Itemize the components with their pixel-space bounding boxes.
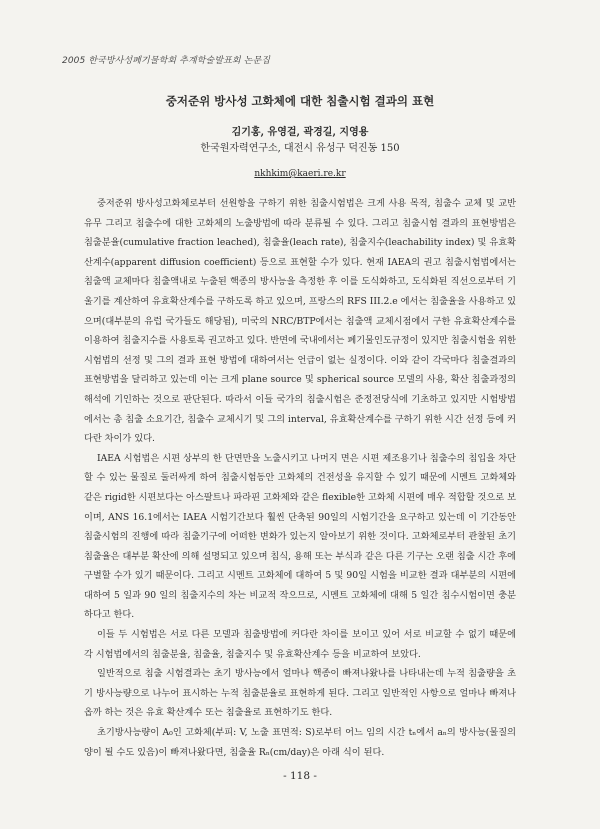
- body-paragraph: 일반적으로 침출 시험결과는 초기 방사능에서 얼마나 핵종이 빠져나왔나를 나타내는데 누적 침출량을 초기 방사능량으로 나누어 표시하는 누적 침출분율로 표현하게 된다. 그리고 일반적인 사항으로 얼마나 빠져나옵까 하는 것은 유효 확산계수 또는 침출율로 표현하기도 한다.: [84, 668, 516, 719]
- page-number: - 118 -: [283, 770, 317, 782]
- paper-title: 중저준위 방사성 고화체에 대한 침출시험 결과의 표현: [165, 94, 435, 108]
- body-paragraph: 초기방사능량이 A₀인 고화체(부피: V, 노출 표면적: S)로부터 어느 임의 시간 tₙ에서 aₙ의 방사능(물질의 양이 될 수도 있음)이 빠져나왔다면, 침출율 Rₙ(cm/day)은 아래 식이 된다.: [84, 727, 516, 758]
- running-header: 2005 한국방사성폐기물학회 추계학술발표회 논문집: [62, 56, 271, 66]
- body-text: [84, 194, 516, 762]
- affiliation: 한국원자력연구소, 대전시 유성구 덕진동 150: [200, 143, 400, 154]
- body-paragraph: 중저준위 방사성고화체로부터 선원항을 구하기 위한 침출시험법은 크게 사용 목적, 침출수 교체 및 교반 유무 그리고 침출수에 대한 고화체의 노출방법에 따라 분류될 수 있다. 그리고 침출시험 결과의 표현방법은 침출분율(cumulative fraction leached), 침출율(leach rate), 침출지수(leachability index) 및 유효확산계수(apparent diffusion coefficient) 등으로 표현할 수가 있다. 현재 IAEA의 권고 침출시험법에서는 침출액 교체마다 침출액내로 누출된 핵종의 방사능을 측정한 후 이를 도식화하고, 도식화된 직선으로부터 기울기를 계산하여 유효확산계수를 구하도록 하고 있으며, 프랑스의 RFS III.2.e 에서는 침출율을 사용하고 있으며(대부분의 유럽 국가들도 해당됨), 미국의 NRC/BTP에서는 침출액 교체시점에서 구한 유효확산계수를 이용하여 침출지수를 사용토록 권고하고 있다. 반면에 국내에서는 폐기물인도규정이 있지만 침출시험을 위한 시험법의 선정 및 그의 결과 표현 방법에 대하여서는 언급이 없는 실정이다. 이와 같이 각국마다 침출결과의 표현방법을 달리하고 있는데 이는 크게 plane source 및 spherical source 모델의 사용, 확산 침출과정의 해석에 기인하는 것으로 판단된다. 따라서 이들 국가의 침출시험은 준정전당식에 기초하고 있지만 시험방법에서는 총 침출 소요기간, 침출수 교체시기 및 그의 interval, 유효확산계수를 구하기 위한 시간 선정 등에 커다란 차이가 있다.: [84, 198, 516, 445]
- body-paragraph: IAEA 시험법은 시편 상부의 한 단면만을 노출시키고 나머지 면은 시편 제조용기나 침출수의 침입을 차단할 수 있는 물질로 둘러싸게 하여 침출시험동안 고화체의 건전성을 유지할 수 있기 때문에 시멘트 고화체와 같은 rigid한 시편보다는 아스팔트나 파라핀 고화체와 같은 flexible한 고화체 시편에 매우 적합할 것으로 보이며, ANS 16.1에서는 IAEA 시험기간보다 훨씬 단축된 90일의 시험기간을 요구하고 있는데 이 기간동안 침출시험의 진행에 따라 침출기구에 어떠한 변화가 있는지 알아보기 위한 것이다. 고화체로부터 관찰된 초기 침출율은 대부분 확산에 의해 설명되고 있으며 침식, 용해 또는 부식과 같은 다른 기구는 오랜 침출 시간 후에 구별할 수가 있기 때문이다. 그리고 시멘트 고화체에 대하여 5 및 90일 시험을 비교한 결과 대부분의 시편에 대하여 5 일과 90 일의 침출지수의 차는 비교적 작으므로, 시멘트 고화체에 대해 5 일간 침수시험이면 충분하다고 한다.: [84, 452, 516, 621]
- author-email: nkhkim@kaeri.re.kr: [254, 169, 346, 179]
- body-paragraph: 이들 두 시험법은 서로 다른 모델과 침출방법에 커다란 차이를 보이고 있어 서로 비교할 수 없기 때문에 각 시험법에서의 침출분율, 침출율, 침출지수 및 유효확산계수 등을 비교하여 보았다.: [84, 629, 516, 660]
- author-list: 김기홍, 유영걸, 곽경길, 지영용: [231, 127, 369, 138]
